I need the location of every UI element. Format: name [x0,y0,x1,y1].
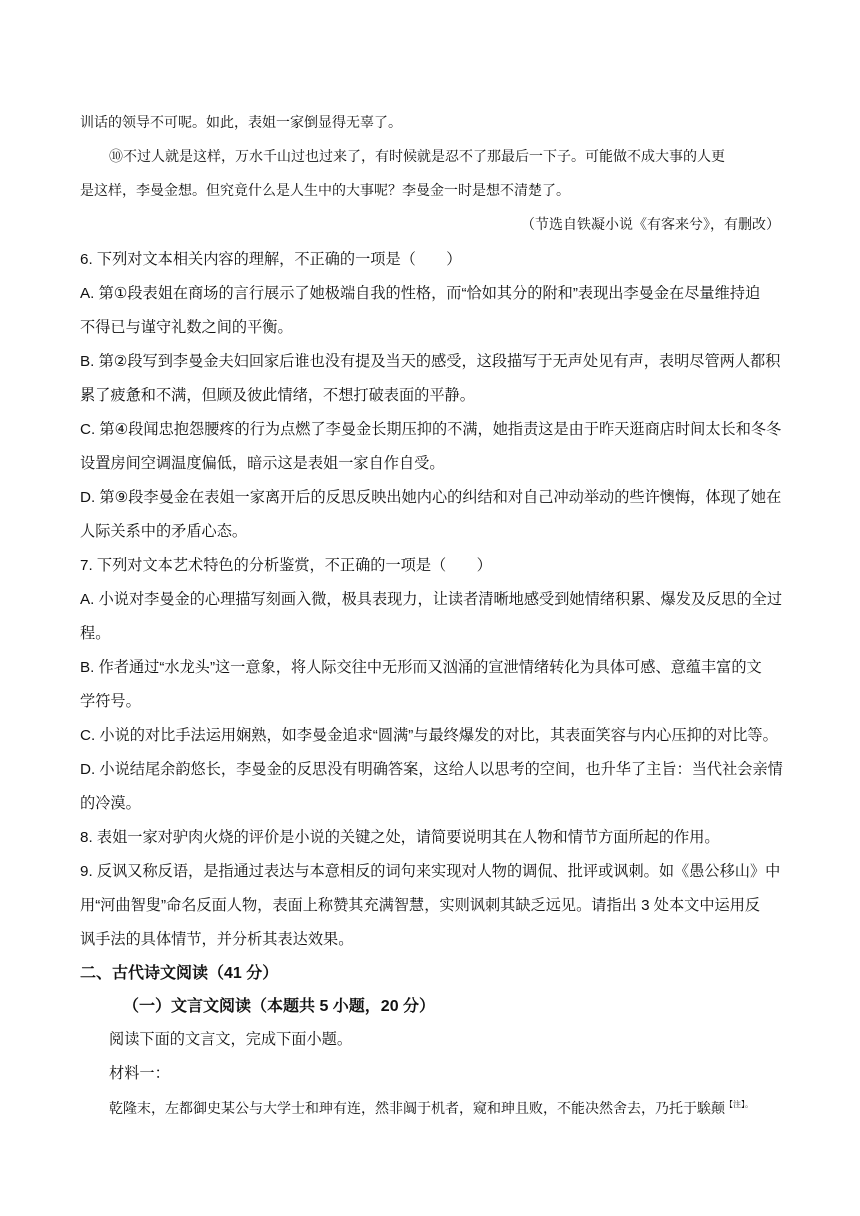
material-label: 材料一： [109,1065,170,1082]
classical-text: 乾隆末，左都御史某公与大学士和珅有连，然非阘于机者，窥和珅且败，不能决然舍去，乃托于騃颠 [109,1101,725,1117]
question-9-line-3: 讽手法的具体情节，并分析其表达效果。 [80,931,354,948]
question-8: 8. 表姐一家对驴肉火烧的评价是小说的关键之处，请简要说明其在人物和情节方面所起的作用。 [80,829,720,846]
option-6a-line-2: 不得已与谨守礼数之间的平衡。 [80,319,293,336]
source-citation: （节选自铁凝小说《有客来兮》，有删改） [521,217,780,233]
question-9-line-1: 9. 反讽又称反语，是指通过表达与本意相反的词句来实现对人物的调侃、批评或讽刺。如《愚公移山》中 [80,863,781,880]
instruction-text: 阅读下面的文言文，完成下面小题。 [109,1031,352,1048]
option-6b-line-2: 累了疲惫和不满，但顾及彼此情绪，不想打破表面的平静。 [80,387,475,404]
option-6d-line-2: 人际关系中的矛盾心态。 [80,523,248,540]
footnote-marker: 【注】。 [725,1100,753,1109]
paragraph-10-line-1: ⑩不过人就是这样，万水千山过也过来了，有时候就是忍不了那最后一下子。可能做不成大事的人更 [109,149,725,165]
option-7c: C. 小说的对比手法运用娴熟，如李曼金追求“圆满”与最终爆发的对比，其表面笑容与内心压抑的对比等。 [80,727,778,744]
question-6: 6. 下列对文本相关内容的理解，不正确的一项是（ ） [80,251,462,268]
text-line: 训话的领导不可呢。如此，表姐一家倒显得无辜了。 [80,115,402,131]
option-7a-line-1: A. 小说对李曼金的心理描写刻画入微，极具表现力，让读者清晰地感受到她情绪积累、爆发及反思的全过 [80,591,783,608]
paragraph-10-line-2: 是这样，李曼金想。但究竟什么是人生中的大事呢？李曼金一时是想不清楚了。 [80,183,570,199]
question-9-line-2: 用“河曲智叟”命名反面人物，表面上称赞其充满智慧，实则讽刺其缺乏远见。请指出 3 处本文中运用反 [80,897,761,914]
option-7d-line-1: D. 小说结尾余韵悠长，李曼金的反思没有明确答案，这给人以思考的空间，也升华了主旨：当代社会亲情 [80,761,783,778]
option-6c-line-1: C. 第④段闻忠抱怨腰疼的行为点燃了李曼金长期压抑的不满，她指责这是由于昨天逛商店时间太长和冬冬 [80,421,782,438]
option-7a-line-2: 程。 [80,625,111,642]
question-7: 7. 下列对文本艺术特色的分析鉴赏，不正确的一项是（ ） [80,557,492,574]
option-6b-line-1: B. 第②段写到李曼金夫妇回家后谁也没有提及当天的感受，这段描写于无声处见有声，表明尽管两人都积 [80,353,781,370]
subsection-heading: （一）文言文阅读（本题共 5 小题，20 分） [123,998,436,1015]
option-7d-line-2: 的冷漠。 [80,795,141,812]
classical-text-line [109,1098,753,1118]
option-6a-line-1: A. 第①段表姐在商场的言行展示了她极端自我的性格，而“恰如其分的附和”表现出李曼金在尽量维持迫 [80,285,761,302]
section-heading: 二、古代诗文阅读（41 分） [80,965,279,982]
option-6c-line-2: 设置房间空调温度偏低，暗示这是表姐一家自作自受。 [80,455,445,472]
option-7b-line-1: B. 作者通过“水龙头”这一意象，将人际交往中无形而又汹涌的宣泄情绪转化为具体可感、意蕴丰富的文 [80,659,762,676]
option-7b-line-2: 学符号。 [80,693,141,710]
option-6d-line-1: D. 第⑨段李曼金在表姐一家离开后的反思反映出她内心的纠结和对自己冲动举动的些许懊悔，体现了她在 [80,489,782,506]
